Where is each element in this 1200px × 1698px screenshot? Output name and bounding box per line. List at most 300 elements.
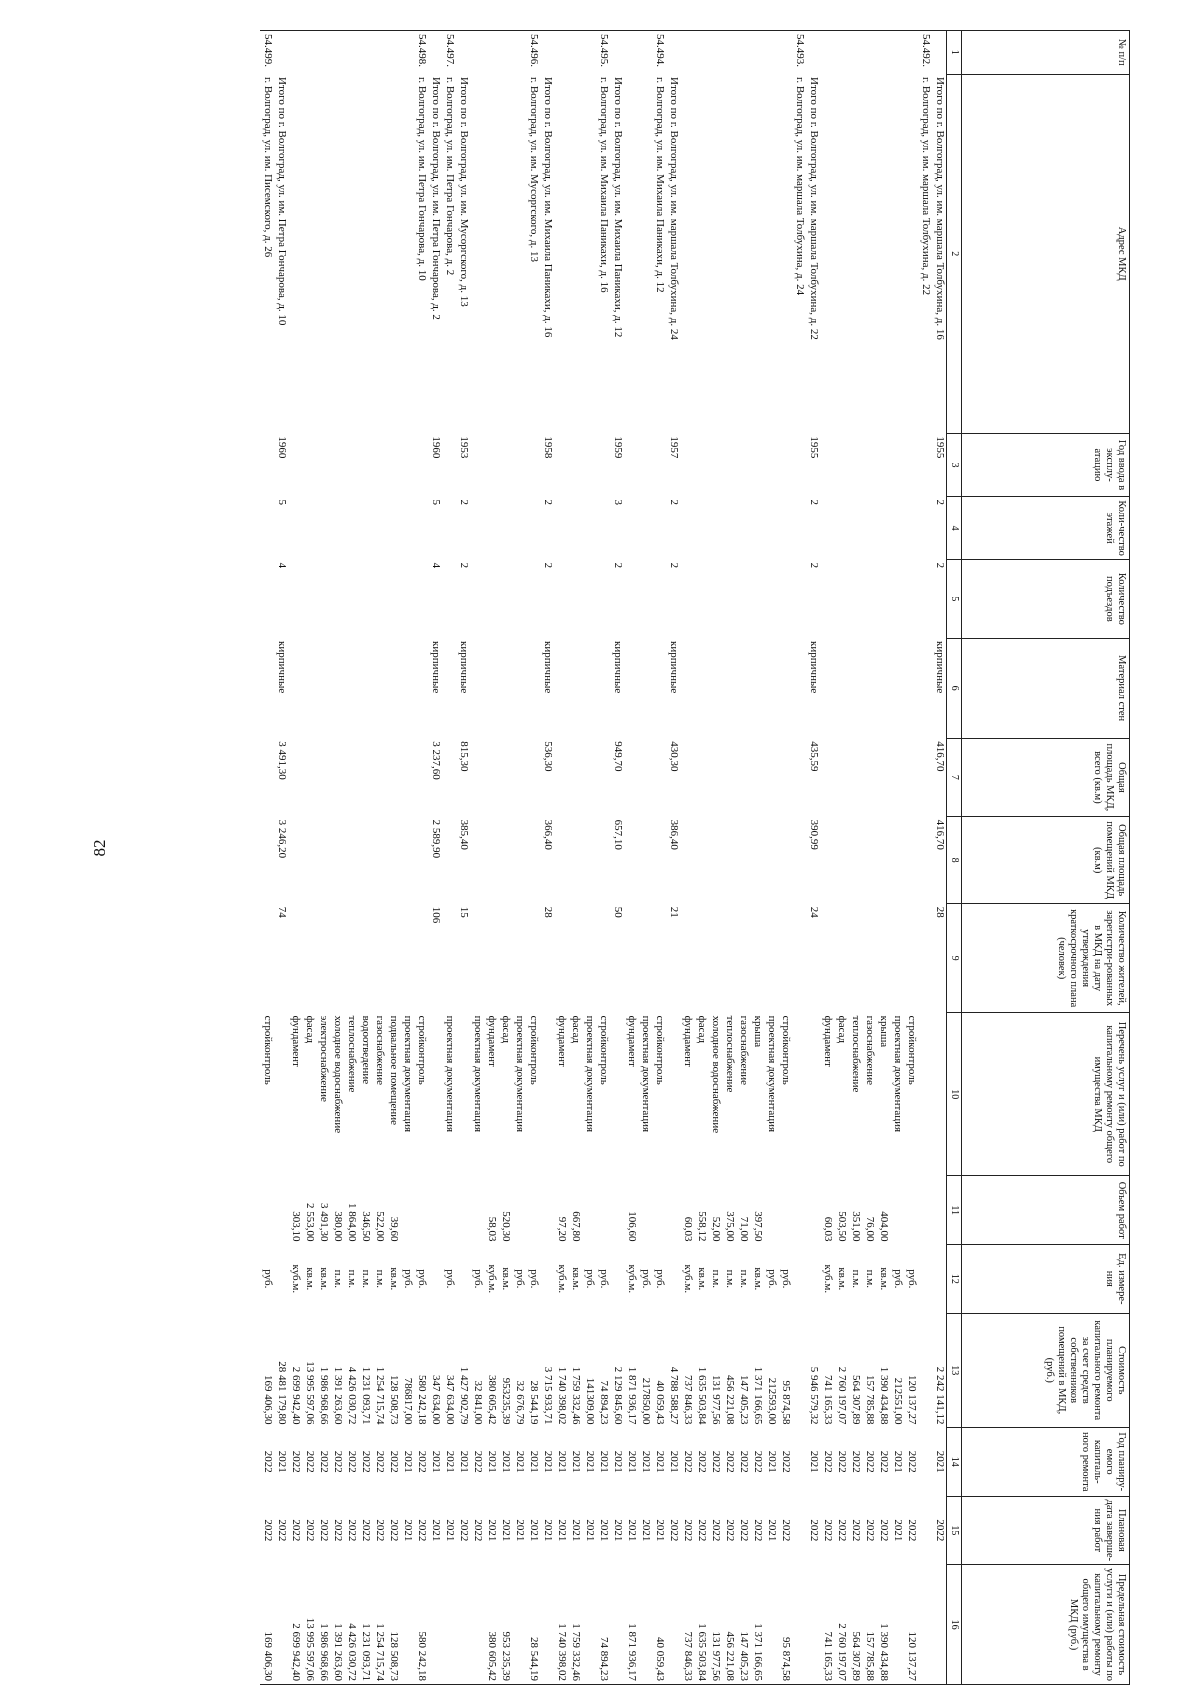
cell-number <box>485 31 499 75</box>
cell-number <box>457 31 471 75</box>
cell-max-cost <box>765 1565 779 1685</box>
cell-volume <box>639 1176 653 1245</box>
cell-total-area <box>653 738 667 816</box>
cell-floors <box>695 497 709 560</box>
cell-wall-material: кирпичные <box>808 641 821 694</box>
cell-work-type <box>933 1013 948 1176</box>
cell-repair-year: 2021 <box>808 1450 821 1473</box>
cell-floors <box>513 497 527 560</box>
cell-volume <box>415 1176 429 1245</box>
cell-completion-year: 2021 <box>598 1519 611 1542</box>
cell-completion-year: 2021 <box>640 1519 653 1542</box>
cell-address <box>317 74 331 433</box>
cell-premises-area <box>583 817 597 904</box>
cell-address <box>877 74 891 433</box>
cell-volume: 60,03 <box>682 1216 695 1242</box>
cell-cost: 74 894,23 <box>598 1380 611 1425</box>
cell-repair-year: 2021 <box>444 1450 457 1473</box>
cell-completion-year: 2021 <box>542 1519 555 1542</box>
cell-completion-year: 2022 <box>906 1519 919 1542</box>
cell-floors <box>303 497 317 560</box>
cell-work-type <box>793 1013 807 1176</box>
cell-repair-year: 2021 <box>556 1450 569 1473</box>
cell-address <box>905 74 919 433</box>
cell-premises-area <box>835 817 849 904</box>
cell-floors <box>443 497 457 560</box>
column-number: 12 <box>947 1245 962 1314</box>
cell-entrances: 2 <box>934 562 947 569</box>
table-row <box>835 31 849 1685</box>
table-row <box>877 31 891 1685</box>
cell-work-type: проектная документация <box>472 1015 485 1133</box>
cell-total-area <box>737 738 751 816</box>
cell-cost: 40 059,43 <box>654 1380 667 1425</box>
cell-number <box>373 31 387 75</box>
cell-unit: п.м. <box>332 1269 345 1288</box>
cell-cost: 2 242 141,12 <box>934 1366 947 1425</box>
cell-residents <box>485 904 499 1013</box>
cell-work-type <box>611 1013 625 1176</box>
cell-address <box>681 74 695 433</box>
cell-max-cost: 1 254 715,74 <box>373 1565 387 1685</box>
cell-total-area <box>709 738 723 816</box>
cell-unit: руб. <box>584 1269 597 1289</box>
cell-address <box>821 74 835 433</box>
cell-wall-material <box>443 638 457 738</box>
cell-wall-material <box>569 638 583 738</box>
cell-cost: 5 946 579,32 <box>808 1366 821 1425</box>
cell-address <box>485 74 499 433</box>
cell-year-built <box>681 433 695 496</box>
cell-cost <box>919 1313 933 1427</box>
cell-volume: 2 553,00 <box>304 1203 317 1242</box>
cell-residents <box>779 904 793 1013</box>
cell-completion-year: 2022 <box>724 1519 737 1542</box>
column-number: 11 <box>947 1176 962 1245</box>
cell-unit <box>793 1245 807 1314</box>
column-number: 16 <box>947 1565 962 1685</box>
cell-total-area <box>751 738 765 816</box>
cell-repair-year: 2022 <box>864 1450 877 1473</box>
cell-work-type: электроснабжение <box>318 1015 331 1102</box>
cell-work-type: газоснабжение <box>864 1015 877 1086</box>
cell-address <box>863 74 877 433</box>
cell-address <box>359 74 373 433</box>
cell-cost: 1 391 263,60 <box>332 1366 345 1425</box>
table-row <box>303 31 317 1685</box>
cell-repair-year: 2022 <box>360 1450 373 1473</box>
cell-repair-year: 2021 <box>934 1450 947 1473</box>
table-row <box>863 31 877 1685</box>
cell-address <box>625 74 639 433</box>
cell-volume: 351,00 <box>850 1211 863 1242</box>
cell-floors: 5 <box>430 499 443 506</box>
cell-volume <box>597 1176 611 1245</box>
cell-cost: 28 544,19 <box>528 1380 541 1425</box>
cell-number <box>779 31 793 75</box>
cell-year-built <box>891 433 905 496</box>
cell-number <box>751 31 765 75</box>
cell-entrances <box>583 560 597 638</box>
cell-cost: 212551,00 <box>892 1377 905 1425</box>
cell-work-type: газоснабжение <box>374 1015 387 1086</box>
cell-unit <box>933 1245 948 1314</box>
cell-volume <box>919 1176 933 1245</box>
cell-wall-material <box>387 638 401 738</box>
cell-unit: руб. <box>528 1269 541 1289</box>
header-cell: Материал стен <box>962 638 1130 738</box>
cell-total-area <box>891 738 905 816</box>
table-row <box>443 31 457 1685</box>
cell-cost: 1 371 166,65 <box>752 1366 765 1425</box>
cell-cost: 157 785,88 <box>864 1374 877 1425</box>
cell-volume <box>891 1176 905 1245</box>
cell-year-built <box>709 433 723 496</box>
cell-address <box>513 74 527 433</box>
cell-floors <box>555 497 569 560</box>
cell-premises-area <box>709 817 723 904</box>
cell-number <box>667 31 681 75</box>
cell-unit <box>541 1245 555 1314</box>
cell-max-cost: 147 405,23 <box>737 1565 751 1685</box>
cell-floors: 2 <box>934 499 947 506</box>
cell-premises-area <box>793 817 807 904</box>
cell-completion-year: 2021 <box>766 1519 779 1542</box>
table-row <box>919 31 933 1685</box>
cell-max-cost <box>667 1565 681 1685</box>
cell-premises-area <box>821 817 835 904</box>
cell-floors <box>317 497 331 560</box>
header-cell: Плановая дата заверше-ния работ <box>962 1496 1130 1565</box>
cell-entrances <box>569 560 583 638</box>
cell-residents <box>289 904 303 1013</box>
cell-completion-year: 2021 <box>892 1519 905 1542</box>
cell-total-area: 815,30 <box>458 741 471 772</box>
cell-completion-year: 2022 <box>780 1519 793 1542</box>
cell-year-built <box>877 433 891 496</box>
table-row <box>737 31 751 1685</box>
cell-unit: руб. <box>472 1269 485 1289</box>
cell-premises-area: 366,40 <box>542 819 555 850</box>
cell-entrances <box>751 560 765 638</box>
cell-cost: 212593,00 <box>766 1377 779 1425</box>
cell-premises-area: 386,40 <box>668 819 681 850</box>
cell-address <box>331 74 345 433</box>
cell-wall-material <box>681 638 695 738</box>
cell-residents <box>583 904 597 1013</box>
cell-max-cost: 40 059,43 <box>653 1565 667 1685</box>
table-row <box>527 31 541 1685</box>
cell-address <box>891 74 905 433</box>
cell-unit: руб. <box>514 1269 527 1289</box>
cell-work-type <box>919 1013 933 1176</box>
cell-address <box>765 74 779 433</box>
cell-entrances: 2 <box>668 562 681 569</box>
cell-floors <box>471 497 485 560</box>
cell-entrances <box>443 560 457 638</box>
cell-address: Итого по г. Волгоград, ул. им. маршала Толбухина, д. 16 <box>934 77 947 340</box>
cell-residents <box>793 904 807 1013</box>
cell-year-built <box>793 433 807 496</box>
cell-year-built <box>289 433 303 496</box>
cell-premises-area <box>681 817 695 904</box>
cell-entrances <box>303 560 317 638</box>
cell-total-area <box>317 738 331 816</box>
cell-total-area <box>625 738 639 816</box>
cell-wall-material: кирпичные <box>542 641 555 694</box>
cell-completion-year: 2022 <box>416 1519 429 1542</box>
cell-unit <box>807 1245 821 1314</box>
table-row <box>723 31 737 1685</box>
cell-floors: 2 <box>542 499 555 506</box>
cell-work-type: фундамент <box>290 1015 303 1067</box>
cell-entrances <box>919 560 933 638</box>
cell-year-built <box>765 433 779 496</box>
header-row <box>962 31 1130 1685</box>
cell-residents <box>513 904 527 1013</box>
cell-address <box>695 74 709 433</box>
cell-cost: 741 165,33 <box>822 1374 835 1425</box>
cell-completion-year: 2022 <box>262 1519 275 1542</box>
cell-work-type: холодное водоснабжение <box>332 1015 345 1134</box>
cell-work-type: газоснабжение <box>738 1015 751 1086</box>
cell-residents <box>765 904 779 1013</box>
cell-work-type: крыша <box>752 1015 765 1048</box>
table-row <box>681 31 695 1685</box>
cell-residents <box>443 904 457 1013</box>
cell-floors <box>373 497 387 560</box>
cell-max-cost <box>401 1565 415 1685</box>
cell-repair-year: 2021 <box>584 1450 597 1473</box>
cell-year-built <box>639 433 653 496</box>
cell-completion-year: 2021 <box>654 1519 667 1542</box>
cell-residents <box>261 904 275 1013</box>
cell-cost: 1 427 902,79 <box>458 1366 471 1425</box>
cell-wall-material <box>793 638 807 738</box>
column-number: 7 <box>947 738 962 816</box>
cell-repair-year: 2022 <box>682 1450 695 1473</box>
cell-work-type: стройконтроль <box>780 1015 793 1085</box>
cell-year-built <box>779 433 793 496</box>
cell-year-built <box>471 433 485 496</box>
cell-max-cost: 1 740 398,02 <box>555 1565 569 1685</box>
cell-max-cost: 169 406,30 <box>261 1565 275 1685</box>
cell-floors <box>261 497 275 560</box>
cell-premises-area <box>373 817 387 904</box>
cell-wall-material <box>625 638 639 738</box>
cell-repair-year: 2022 <box>906 1450 919 1473</box>
cell-number <box>807 31 821 75</box>
cell-max-cost <box>457 1565 471 1685</box>
cell-work-type: стройконтроль <box>262 1015 275 1085</box>
header-cell: Стоимость планируемого капитального ремонта за счет средств собственников помещений в МКД, (руб.) <box>962 1313 1130 1427</box>
cell-premises-area: 3 246,20 <box>276 819 289 859</box>
cell-residents <box>345 904 359 1013</box>
cell-premises-area <box>401 817 415 904</box>
cell-number: 54.495. <box>597 31 611 75</box>
cell-number <box>289 31 303 75</box>
cell-floors: 5 <box>276 499 289 506</box>
cell-max-cost <box>919 1565 933 1685</box>
cell-premises-area <box>639 817 653 904</box>
cell-year-built <box>653 433 667 496</box>
cell-total-area <box>905 738 919 816</box>
cell-entrances <box>499 560 513 638</box>
cell-wall-material <box>849 638 863 738</box>
cell-completion-year <box>919 1496 933 1565</box>
cell-total-area <box>695 738 709 816</box>
cell-total-area: 416,70 <box>934 741 947 772</box>
cell-year-built <box>303 433 317 496</box>
cell-volume: 97,20 <box>556 1216 569 1242</box>
cell-total-area <box>485 738 499 816</box>
cell-entrances <box>709 560 723 638</box>
cell-entrances <box>779 560 793 638</box>
column-number: 1 <box>947 31 962 75</box>
cell-max-cost: 131 977,56 <box>709 1565 723 1685</box>
cell-completion-year: 2021 <box>444 1519 457 1542</box>
cell-total-area <box>499 738 513 816</box>
cell-residents <box>317 904 331 1013</box>
cell-volume <box>807 1176 821 1245</box>
header-cell: Год планиру-емого капиталь-ного ремонта <box>962 1427 1130 1496</box>
cell-volume <box>261 1176 275 1245</box>
cell-year-built <box>373 433 387 496</box>
cell-repair-year: 2021 <box>626 1450 639 1473</box>
cell-address <box>737 74 751 433</box>
cell-residents <box>527 904 541 1013</box>
table-row <box>905 31 919 1685</box>
cell-completion-year: 2022 <box>710 1519 723 1542</box>
cell-volume <box>611 1176 625 1245</box>
cell-unit: п.м. <box>360 1269 373 1288</box>
cell-address <box>779 74 793 433</box>
cell-max-cost: 13 995 597,06 <box>303 1565 317 1685</box>
cell-completion-year: 2022 <box>388 1519 401 1542</box>
cell-cost: 4 426 030,72 <box>346 1366 359 1425</box>
cell-completion-year: 2021 <box>528 1519 541 1542</box>
cell-floors <box>821 497 835 560</box>
cell-work-type: фасад <box>570 1015 583 1044</box>
cell-address: г. Волгоград, ул. им. Петра Гончарова, д. 2 <box>444 77 457 276</box>
cell-unit: п.м. <box>738 1269 751 1288</box>
cell-unit <box>611 1245 625 1314</box>
cell-repair-year: 2022 <box>822 1450 835 1473</box>
cell-floors <box>765 497 779 560</box>
cell-entrances <box>261 560 275 638</box>
cell-residents: 28 <box>934 906 947 918</box>
cell-work-type: водоотведение <box>360 1015 373 1085</box>
cell-unit: кв.м. <box>836 1267 849 1291</box>
cell-wall-material <box>331 638 345 738</box>
table-row <box>793 31 807 1685</box>
header-cell: Предельная стоимость услуги и (или) работы по капитальному ремонту общего имущества в МКД (руб.) <box>962 1565 1130 1685</box>
cell-premises-area <box>597 817 611 904</box>
cell-residents <box>681 904 695 1013</box>
cell-repair-year: 2021 <box>486 1450 499 1473</box>
cell-entrances <box>877 560 891 638</box>
cell-volume <box>541 1176 555 1245</box>
table-row <box>387 31 401 1685</box>
cell-wall-material <box>891 638 905 738</box>
cell-unit: руб. <box>892 1269 905 1289</box>
cell-entrances <box>387 560 401 638</box>
cell-wall-material <box>737 638 751 738</box>
table-row <box>359 31 373 1685</box>
cell-unit: куб.м. <box>486 1264 499 1294</box>
cell-year-built: 1959 <box>612 436 625 459</box>
cell-number: 54.499. <box>261 31 275 75</box>
cell-floors <box>919 497 933 560</box>
table-row <box>415 31 429 1685</box>
cell-volume <box>275 1176 289 1245</box>
cell-max-cost <box>793 1565 807 1685</box>
cell-max-cost <box>429 1565 443 1685</box>
cell-address: г. Волгоград, ул. им. маршала Толбухина, д. 22 <box>920 77 933 296</box>
cell-total-area <box>723 738 737 816</box>
cell-volume: 522,00 <box>374 1211 387 1242</box>
cell-entrances <box>415 560 429 638</box>
cell-max-cost: 1 871 936,17 <box>625 1565 639 1685</box>
table-row <box>891 31 905 1685</box>
cell-residents <box>359 904 373 1013</box>
cell-floors <box>583 497 597 560</box>
cell-volume <box>583 1176 597 1245</box>
cell-unit: кв.м. <box>696 1267 709 1291</box>
cell-year-built: 1955 <box>808 436 821 459</box>
cell-year-built <box>527 433 541 496</box>
column-number: 9 <box>947 904 962 1013</box>
cell-volume: 375,00 <box>724 1211 737 1242</box>
cell-premises-area <box>891 817 905 904</box>
cell-number <box>541 31 555 75</box>
table-row <box>401 31 415 1685</box>
cell-total-area <box>919 738 933 816</box>
cell-residents <box>877 904 891 1013</box>
cell-premises-area <box>877 817 891 904</box>
cell-cost: 2 760 197,07 <box>836 1366 849 1425</box>
cell-premises-area <box>737 817 751 904</box>
cell-address: г. Волгоград, ул. им. Петра Гончарова, д. 10 <box>416 77 429 281</box>
cell-floors <box>779 497 793 560</box>
cell-repair-year: 2021 <box>668 1450 681 1473</box>
cell-total-area <box>835 738 849 816</box>
cell-entrances <box>737 560 751 638</box>
cell-premises-area <box>695 817 709 904</box>
table-row <box>345 31 359 1685</box>
cell-floors: 2 <box>668 499 681 506</box>
cell-address <box>583 74 597 433</box>
cell-volume: 558,12 <box>696 1211 709 1242</box>
cell-entrances <box>359 560 373 638</box>
cell-year-built: 1960 <box>430 436 443 459</box>
cell-max-cost: 380 605,42 <box>485 1565 499 1685</box>
table-row <box>583 31 597 1685</box>
table-row <box>373 31 387 1685</box>
cell-total-area: 536,30 <box>542 741 555 772</box>
cell-completion-year: 2022 <box>822 1519 835 1542</box>
cell-entrances <box>513 560 527 638</box>
cell-wall-material <box>779 638 793 738</box>
cell-completion-year: 2022 <box>374 1519 387 1542</box>
page-number: 82 <box>90 839 109 857</box>
cell-number <box>555 31 569 75</box>
header-cell: Адрес МКД <box>962 74 1130 433</box>
table-row <box>569 31 583 1685</box>
table-row <box>765 31 779 1685</box>
cell-residents: 15 <box>458 906 471 918</box>
cell-cost: 953235,39 <box>500 1377 513 1425</box>
